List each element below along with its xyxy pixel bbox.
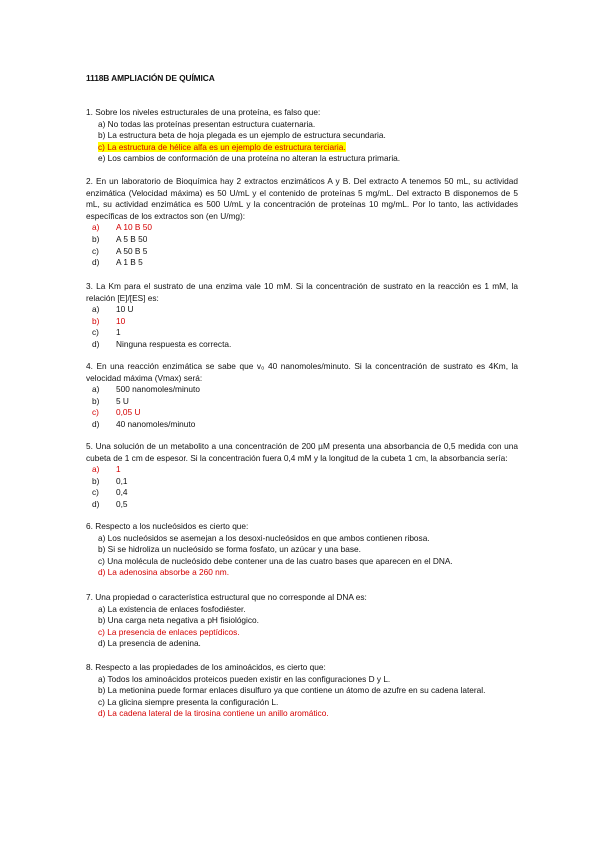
question-5-option-b: b) 0,1 — [92, 475, 128, 486]
question-8-option-a: a) Todos los aminoácidos proteicos pueden existir en las configuraciones D y L. — [98, 673, 391, 684]
question-7-option-c-correct: c) La presencia de enlaces peptídicos. — [98, 626, 240, 637]
question-3-option-b-correct: b) 10 — [92, 315, 126, 326]
question-2-option-b: b) A 5 B 50 — [92, 233, 148, 244]
highlighted-answer: c) La estructura de hélice alfa es un ejemplo de estructura terciaria. — [98, 141, 346, 152]
question-5-option-c: c) 0,4 — [92, 487, 128, 498]
question-8-option-b: b) La metionina puede formar enlaces disulfuro ya que contiene un átomo de azufre en su cadena lateral. — [98, 685, 486, 696]
question-1-option-e: e) Los cambios de conformación de una proteína no alteran la estructura primaria. — [98, 153, 401, 164]
question-7-stem: 7. Una propiedad o característica estructural que no corresponde al DNA es: — [86, 592, 367, 602]
question-3-option-c: c) 1 — [92, 327, 121, 338]
question-4-option-d: d) 40 nanomoles/minuto — [92, 418, 196, 429]
question-4-option-c-correct: c) 0,05 U — [92, 407, 141, 418]
question-1 — [86, 107, 518, 165]
question-5-option-d: d) 0,5 — [92, 498, 128, 509]
question-1-option-a: a) No todas las proteínas presentan estructura cuaternaria. — [98, 118, 316, 129]
question-4-option-a: a) 500 nanomoles/minuto — [92, 384, 200, 395]
question-8-option-c: c) La glicina siempre presenta la configuración L. — [98, 696, 279, 707]
question-6-option-b: b) Si se hidroliza un nucleósido se forma fosfato, un azúcar y una base. — [98, 544, 361, 555]
question-4 — [86, 361, 518, 431]
question-2-option-c: c) A 50 B 5 — [92, 245, 148, 256]
question-6-option-a: a) Los nucleósidos se asemejan a los desoxi-nucleósidos en que ambos contienen ribosa. — [98, 532, 430, 543]
question-8-option-d-correct: d) La cadena lateral de la tirosina contiene un anillo aromático. — [98, 708, 329, 719]
question-2-option-a-correct: a) A 10 B 50 — [92, 222, 152, 233]
question-7-option-d: d) La presencia de adenina. — [98, 638, 201, 649]
question-7-option-a: a) La existencia de enlaces fosfodiéster. — [98, 603, 246, 614]
question-2-option-d: d) A 1 B 5 — [92, 257, 143, 268]
question-1-stem: 1. Sobre los niveles estructurales de una proteína, es falso que: — [86, 107, 321, 117]
question-2-stem: 2. En un laboratorio de Bioquímica hay 2 extractos enzimáticos A y B. Del extracto A tenemos 50 mL, su actividad enzimática (Velocidad máxima) es 50 U/mL y el contenido de proteínas 5 mg/mL. Del extracto B disponemos de 5 mL, su actividad enzimática es 500 U/mL y la concentración de proteínas 10 mg/mL. Por lo tanto, las actividades específicas de los extractos son (en U/mg): — [86, 176, 518, 221]
question-4-option-b: b) 5 U — [92, 395, 129, 406]
question-5-option-a-correct: a) 1 — [92, 464, 121, 475]
question-2 — [86, 176, 518, 269]
question-8 — [86, 662, 518, 720]
question-8-stem: 8. Respecto a las propiedades de los aminoácidos, es cierto que: — [86, 662, 326, 672]
document-title: 1118B AMPLIACIÓN DE QUÍMICA — [86, 73, 215, 83]
question-3-option-a: a) 10 U — [92, 304, 134, 315]
question-3-option-d: d) Ninguna respuesta es correcta. — [92, 338, 232, 349]
question-7 — [86, 592, 518, 650]
question-1-option-c-correct — [86, 142, 518, 154]
question-3 — [86, 281, 518, 351]
question-5-stem: 5. Una solución de un metabolito a una concentración de 200 µM presenta una absorbancia de 0,5 medida con una cubeta de 1 cm de espesor. Si la concentración fuera 0,4 mM y la longitud de la cubeta 1 cm, la absorbancia sería: — [86, 441, 518, 463]
question-1-option-b: b) La estructura beta de hoja plegada es un ejemplo de estructura secundaria. — [98, 130, 386, 141]
question-5 — [86, 441, 518, 511]
question-3-stem: 3. La Km para el sustrato de una enzima vale 10 mM. Si la concentración de sustrato en la reacción es 1 mM, la relación [E]/[ES] es: — [86, 281, 518, 303]
question-6-option-c: c) Una molécula de nucleósido debe contener una de las cuatro bases que aparecen en el DNA. — [98, 555, 453, 566]
question-6 — [86, 521, 518, 579]
question-6-stem: 6. Respecto a los nucleósidos es cierto que: — [86, 521, 249, 531]
question-6-option-d-correct: d) La adenosina absorbe a 260 nm. — [98, 567, 230, 578]
question-4-stem: 4. En una reacción enzimática se sabe que v₀ 40 nanomoles/minuto. Si la concentración de sustrato es 4Km, la velocidad máxima (Vmax) será: — [86, 361, 518, 383]
question-7-option-b: b) Una carga neta negativa a pH fisiológico. — [98, 615, 259, 626]
